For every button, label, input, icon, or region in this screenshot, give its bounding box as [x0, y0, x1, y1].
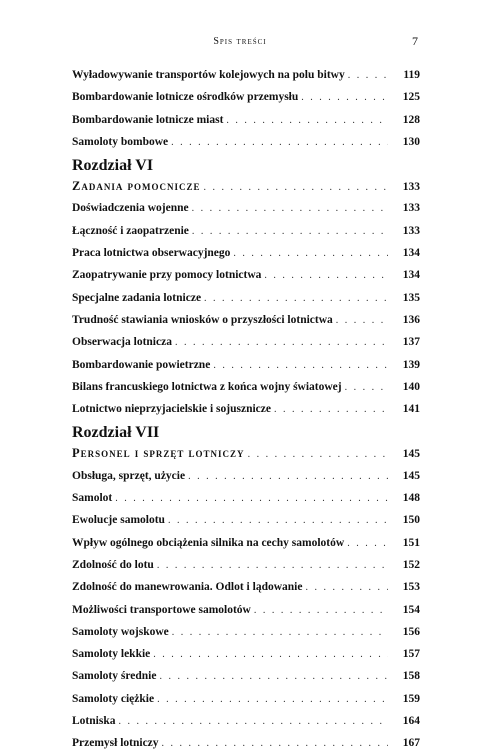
chapter-heading: Rozdział VII — [72, 424, 160, 442]
toc-entry: Samoloty średnie . . . 158 — [72, 665, 420, 687]
running-title: Spis treści — [213, 36, 267, 47]
toc-entry: Bilans francuskiego lotnictwa z końca wojny światowej . . . 140 — [72, 376, 420, 398]
toc-entry: Trudność stawiania wniosków o przyszłości lotnictwa . . . 136 — [72, 309, 420, 331]
table-of-contents — [72, 64, 420, 755]
toc-entry: Samolot . . . 148 — [72, 487, 420, 509]
chapter-title-entry: Personel i sprzęt lotniczy . . . 145 — [72, 442, 420, 464]
toc-entry: Wpływ ogólnego obciążenia silnika na cechy samolotów . . . 151 — [72, 532, 420, 554]
toc-entry: Bombardowanie powietrzne . . . 139 — [72, 354, 420, 376]
toc-entry: Obsługa, sprzęt, użycie . . . 145 — [72, 465, 420, 487]
toc-entry: Samoloty wojskowe . . . 156 — [72, 621, 420, 643]
toc-entry: Obserwacja lotnicza . . . 137 — [72, 331, 420, 353]
toc-entry: Możliwości transportowe samolotów . . . 154 — [72, 599, 420, 621]
toc-entry: Zaopatrywanie przy pomocy lotnictwa . . . 134 — [72, 264, 420, 286]
toc-entry: Praca lotnictwa obserwacyjnego . . . 134 — [72, 242, 420, 264]
page-number: 7 — [412, 34, 418, 48]
toc-entry: Bombardowanie lotnicze ośrodków przemysłu . . . 125 — [72, 86, 420, 108]
toc-entry: Doświadczenia wojenne . . . 133 — [72, 197, 420, 219]
toc-entry: Samoloty ciężkie . . . 159 — [72, 688, 420, 710]
toc-entry: Zdolność do manewrowania. Odlot i lądowanie . . . 153 — [72, 576, 420, 598]
toc-entry: Przemysł lotniczy . . . 167 — [72, 732, 420, 754]
toc-entry: Specjalne zadania lotnicze . . . 135 — [72, 287, 420, 309]
toc-entry: Samoloty lekkie . . . 157 — [72, 643, 420, 665]
toc-entry: Wyładowywanie transportów kolejowych na polu bitwy . . . 119 — [72, 64, 420, 86]
toc-entry: Ewolucje samolotu . . . 150 — [72, 509, 420, 531]
toc-entry: Zdolność do lotu . . . 152 — [72, 554, 420, 576]
chapter-heading: Rozdział VI — [72, 157, 154, 175]
toc-entry: Samoloty bombowe . . . 130 — [72, 131, 420, 153]
chapter-vii — [72, 424, 420, 754]
lead-entries — [72, 64, 420, 153]
chapter-title-entry: Zadania pomocnicze . . . 133 — [72, 175, 420, 197]
toc-entry: Łączność i zaopatrzenie . . . 133 — [72, 220, 420, 242]
chapter-vi — [72, 157, 420, 420]
toc-entry: Lotniska . . . 164 — [72, 710, 420, 732]
toc-entry: Bombardowanie lotnicze miast . . . 128 — [72, 109, 420, 131]
toc-entry: Lotnictwo nieprzyjacielskie i sojusznicze . . . 141 — [72, 398, 420, 420]
